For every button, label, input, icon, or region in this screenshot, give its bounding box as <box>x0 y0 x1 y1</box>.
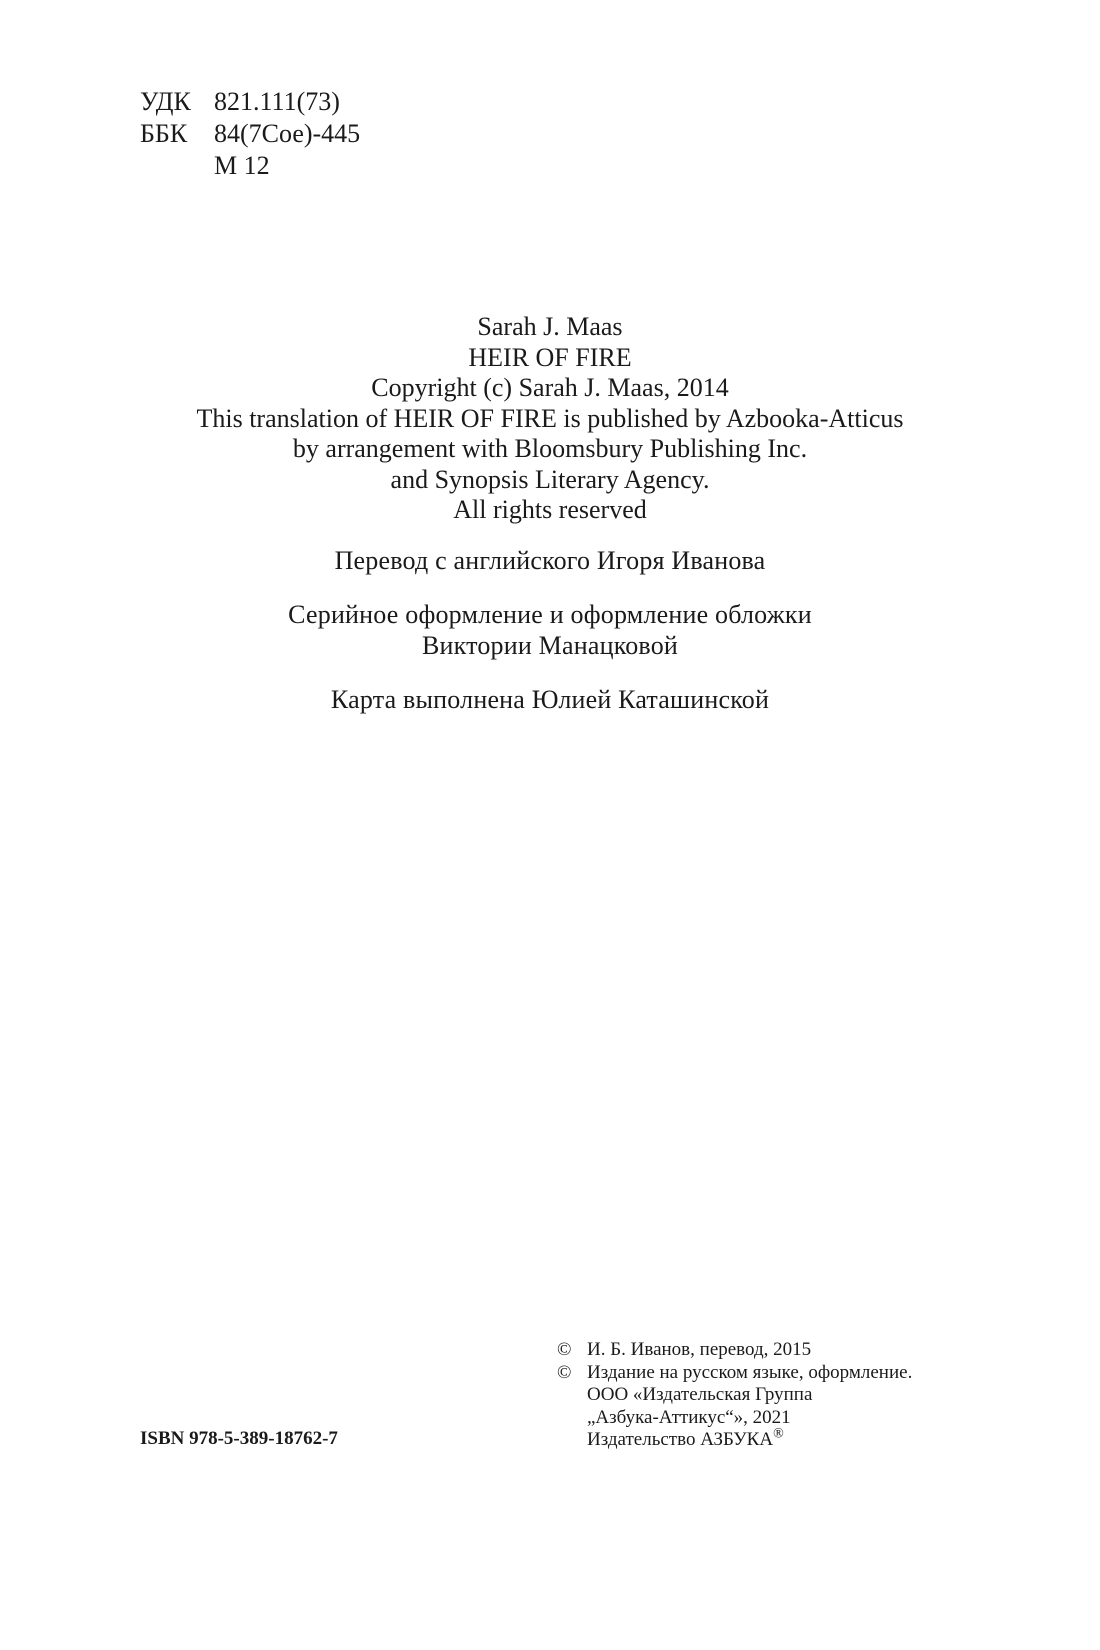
udk-label: УДК <box>140 87 191 116</box>
rights-block <box>0 312 1100 526</box>
author-sign-row <box>140 150 360 182</box>
rights-copyright: Copyright (c) Sarah J. Maas, 2014 <box>371 373 729 402</box>
copyright-edition: Издание на русском языке, оформление. <box>587 1361 913 1383</box>
author-sign: М 12 <box>214 151 270 180</box>
copyright-notices <box>557 1339 912 1452</box>
map-credit-text: Карта выполнена Юлией Каташинской <box>330 685 770 714</box>
rights-reserved: All rights reserved <box>453 495 647 524</box>
rights-agency: and Synopsis Literary Agency. <box>390 464 710 494</box>
publisher-line-2: „Азбука-Аттикус“», 2021 <box>587 1406 791 1428</box>
publisher-line-1: ООО «Издательская Группа <box>587 1384 813 1405</box>
publisher-line-3: Издательство АЗБУКА <box>587 1429 774 1450</box>
design-credit-line-1: Серийное оформление и оформление обложки <box>288 600 812 629</box>
registered-mark: ® <box>773 1426 784 1442</box>
copyright-sign: © <box>557 1361 572 1383</box>
copyright-translation-row <box>557 1339 912 1362</box>
publisher-row-3 <box>557 1426 912 1452</box>
design-credit <box>0 600 1100 661</box>
rights-translation-notice: This translation of HEIR OF FIRE is published by Azbooka-Atticus <box>196 403 904 433</box>
publisher-row-1 <box>557 1384 912 1407</box>
translator-credit <box>0 546 1100 577</box>
copyright-translation: И. Б. Иванов, перевод, 2015 <box>587 1339 812 1360</box>
translator-credit-text: Перевод с английского Игоря Иванова <box>334 546 766 575</box>
bbk-row <box>140 118 360 150</box>
udk-value: 821.111(73) <box>214 87 340 116</box>
publisher-row-2 <box>557 1407 912 1430</box>
publisher-imprint <box>587 1426 784 1452</box>
design-credit-line-2: Виктории Манацковой <box>421 630 679 660</box>
bbk-value: 84(7Сое)-445 <box>214 119 361 148</box>
bbk-label: ББК <box>140 119 188 148</box>
rights-author: Sarah J. Maas <box>477 312 623 341</box>
rights-arrangement: by arrangement with Bloomsbury Publishing Inc. <box>292 434 808 463</box>
copyright-edition-row <box>557 1362 912 1385</box>
rights-title: HEIR OF FIRE <box>468 342 632 372</box>
udk-row <box>140 86 360 118</box>
classification-block <box>140 86 360 182</box>
map-credit <box>0 685 1100 716</box>
copyright-sign: © <box>557 1339 572 1360</box>
isbn: ISBN 978-5-389-18762-7 <box>140 1428 338 1449</box>
